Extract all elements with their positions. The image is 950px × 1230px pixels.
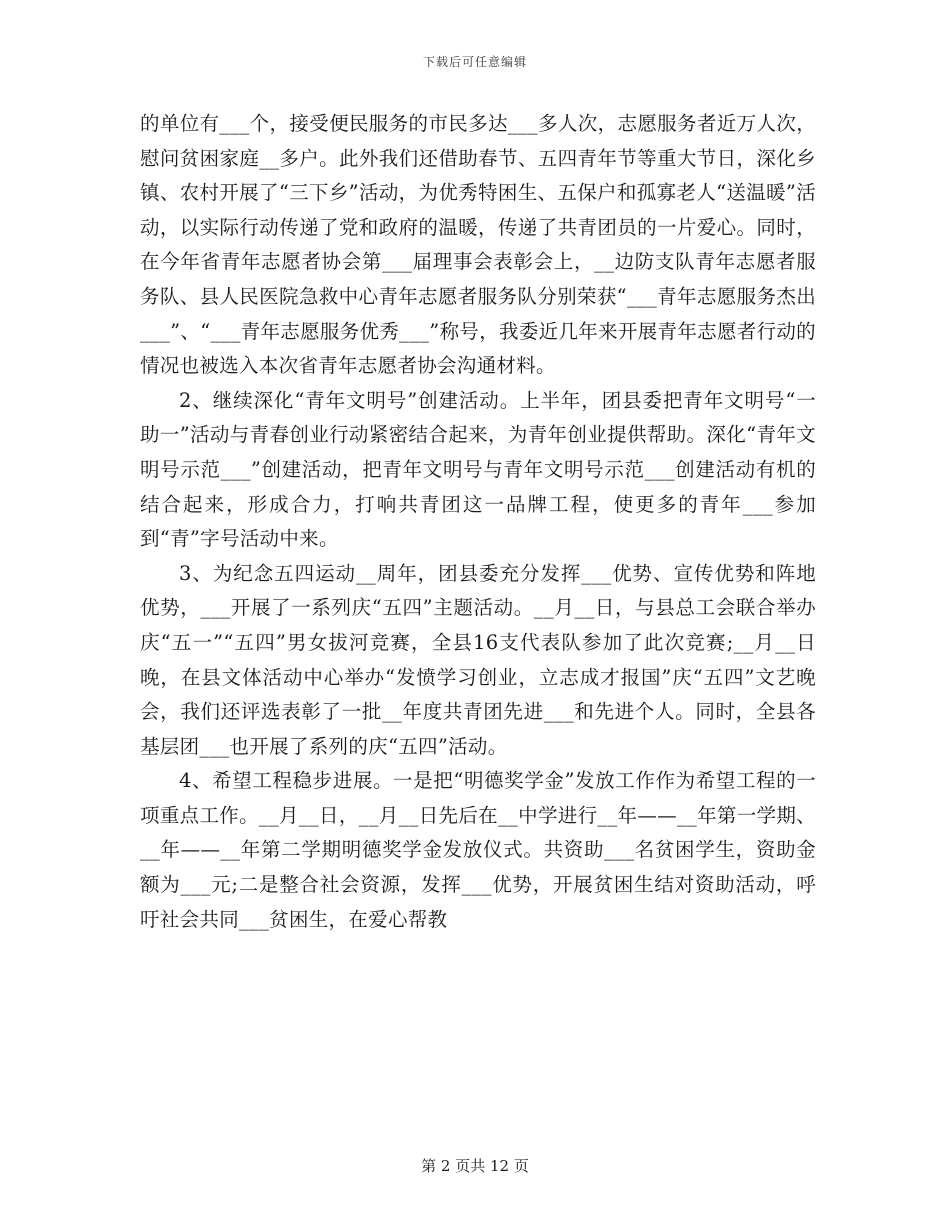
header-note: 下载后可任意编辑 bbox=[422, 55, 527, 69]
paragraph-hope-project: 4、希望工程稳步进展。一是把“明德奖学金”发放工作作为希望工程的一项重点工作。__月__日，__月__日先后在__中学进行__年——__年第一学期、__年——__年第二学期明德奖学金发放仪式。共资助___名贫困学生，资助金额为___元;二是整合社会资源，发挥___优势，开展贫困生结对资助活动，呼吁社会共同___贫困生，在爱心帮教 bbox=[140, 769, 816, 931]
paragraph-may-fourth: 3、为纪念五四运动__周年，团县委充分发挥___优势、宣传优势和阵地优势，___开展了一系列庆“五四”主题活动。__月__日，与县总工会联合举办庆“五一”“五四”男女拔河竞赛，全县16支代表队参加了此次竞赛;__月__日晚，在县文体活动中心举办“发愤学习创业，立志成才报国”庆“五四”文艺晚会，我们还评选表彰了一批__年度共青团先进___和先进个人。同时，全县各基层团___也开展了系列的庆“五四”活动。 bbox=[140, 561, 816, 758]
paragraph-volunteer-continued: 的单位有___个，接受便民服务的市民多达___多人次，志愿服务者近万人次，慰问贫困家庭__多户。此外我们还借助春节、五四青年节等重大节日，深化乡镇、农村开展了“三下乡”活动，为优秀特困生、五保户和孤寡老人“送温暖”活动，以实际行动传递了党和政府的温暖，传递了共青团员的一片爱心。同时，在今年省青年志愿者协会第___届理事会表彰会上，__边防支队青年志愿者服务队、县人民医院急救中心青年志愿者服务队分别荣获“___青年志愿服务杰出___”、“___青年志愿服务优秀___”称号，我委近几年来开展青年志愿者行动的情况也被选入本次省青年志愿者协会沟通材料。 bbox=[140, 112, 816, 378]
paragraph-civilization-title: 2、继续深化“青年文明号”创建活动。上半年，团县委把青年文明号“一助一”活动与青春创业行动紧密结合起来，为青年创业提供帮助。深化“青年文明号示范___”创建活动，把青年文明号与青年文明号示范___创建活动有机的结合起来，形成合力，打响共青团这一品牌工程，使更多的青年___参加到“青”字号活动中来。 bbox=[140, 388, 816, 551]
page-number: 第 2 页共 12 页 bbox=[421, 1157, 529, 1175]
document-body bbox=[140, 107, 816, 937]
